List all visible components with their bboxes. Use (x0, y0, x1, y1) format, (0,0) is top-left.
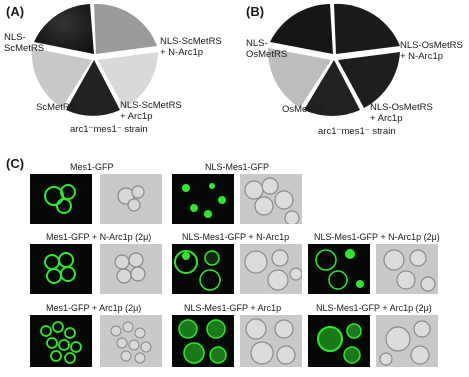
plate-a-sector-top-right (94, 4, 157, 54)
dic-image-r3-c1 (100, 315, 162, 367)
gfp-image-r3-c1 (30, 315, 92, 367)
panel-c-letter: (C) (6, 156, 25, 171)
panel-a-label-top-right: NLS-ScMetRS + N-Arc1p (160, 36, 222, 58)
panel-b-letter: (B) (246, 4, 265, 19)
panel-a-label-bottom-right: NLS-ScMetRS + Arc1p (120, 100, 182, 122)
gfp-image-r3-c2 (172, 315, 234, 367)
caption-r2-c1: Mes1-GFP + N-Arc1p (2μ) (46, 232, 152, 242)
gfp-image-r1-c2 (172, 174, 234, 224)
caption-r2-c2: NLS-Mes1-GFP + N-Arc1p (182, 232, 290, 242)
gfp-image-r3-c3 (308, 315, 370, 367)
panel-a-strain: arc1⁻mes1⁻ strain (70, 124, 148, 135)
panel-b-strain: arc1⁻mes1⁻ strain (318, 126, 396, 137)
gfp-image-r2-c2 (172, 244, 234, 294)
dic-image-r1-c2 (240, 174, 302, 224)
dic-image-r2-c2 (240, 244, 302, 294)
dic-image-r1-c1 (100, 174, 162, 224)
caption-r3-c2: NLS-Mes1-GFP + Arc1p (184, 303, 282, 313)
panel-a-label-bottom-left: ScMetRS (36, 102, 77, 113)
dic-image-r3-c2 (240, 315, 302, 367)
gfp-image-r2-c3 (308, 244, 370, 294)
panel-b-label-top-left: NLS- OsMetRS (246, 38, 288, 60)
panel-b-label-bottom-right: NLS-OsMetRS + Arc1p (370, 102, 433, 124)
dic-image-r3-c3 (376, 315, 438, 367)
gfp-image-r1-c1 (30, 174, 92, 224)
gfp-image-r2-c1 (30, 244, 92, 294)
panel-b-label-bottom-left: OsMetRS (282, 104, 324, 115)
dic-image-r2-c1 (100, 244, 162, 294)
plate-b-sector-top-right (334, 4, 400, 54)
dic-image-r2-c3 (376, 244, 438, 294)
caption-r2-c3: NLS-Mes1-GFP + N-Arc1p (2μ) (314, 232, 440, 242)
panel-a-letter: (A) (6, 4, 25, 19)
caption-r3-c1: Mes1-GFP + Arc1p (2μ) (46, 303, 142, 313)
caption-r1-c1: Mes1-GFP (70, 162, 114, 172)
caption-r1-c2: NLS-Mes1-GFP (205, 162, 270, 172)
panel-a-plate (24, 4, 164, 114)
panel-b-label-top-right: NLS-OsMetRS + N-Arc1p (400, 40, 463, 62)
caption-r3-c3: NLS-Mes1-GFP + Arc1p (2μ) (316, 303, 432, 313)
panel-a-label-top-left: NLS- ScMetRS (4, 32, 45, 54)
